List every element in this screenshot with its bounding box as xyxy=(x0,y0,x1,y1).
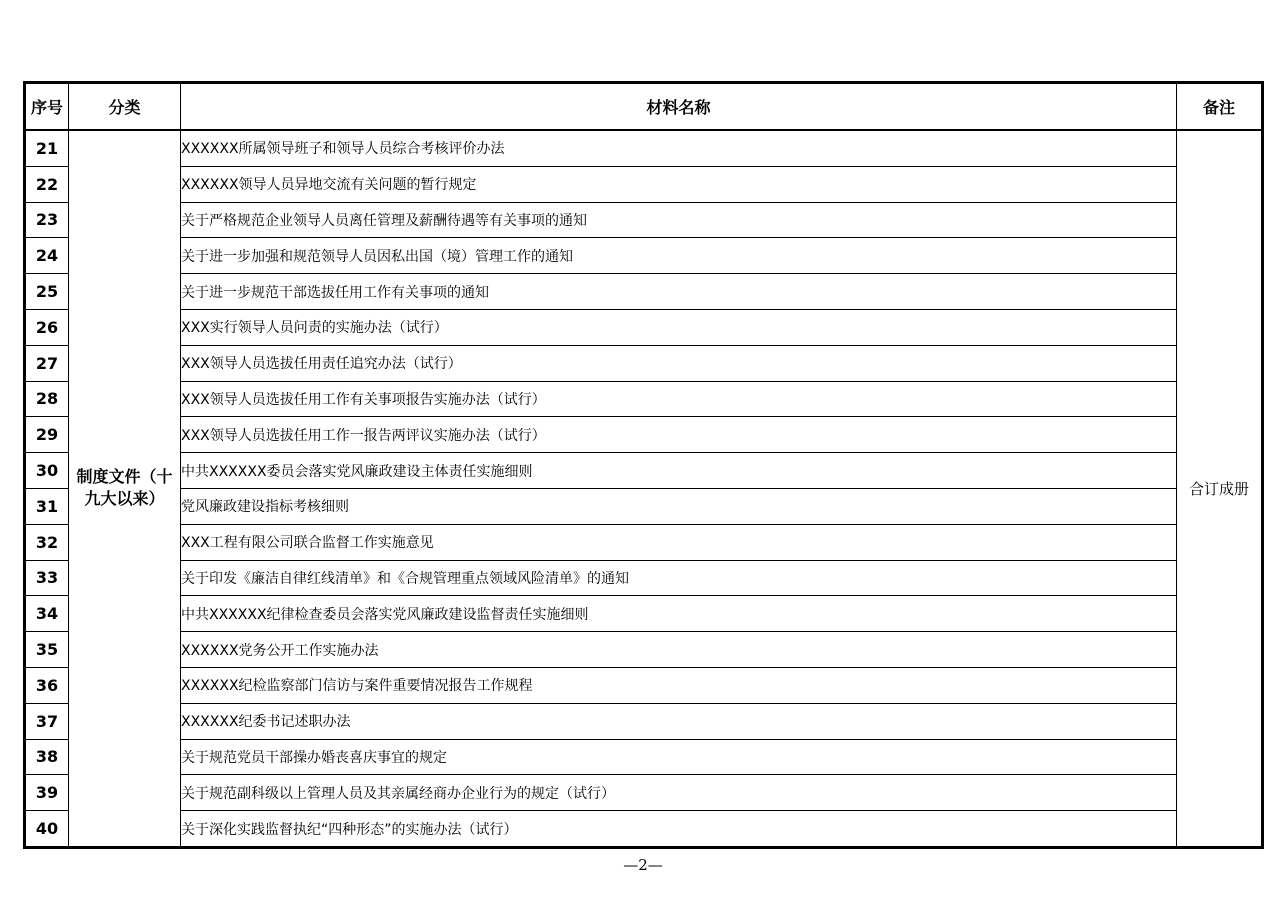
row-number: 29 xyxy=(25,417,69,453)
table-body xyxy=(25,130,1263,847)
row-number: 37 xyxy=(25,703,69,739)
header-seq: 序号 xyxy=(25,83,69,131)
material-name: XXX领导人员选拔任用工作有关事项报告实施办法（试行） xyxy=(181,381,1177,417)
material-name: XXX实行领导人员问责的实施办法（试行） xyxy=(181,309,1177,345)
row-number: 31 xyxy=(25,488,69,524)
row-number: 34 xyxy=(25,596,69,632)
material-name: XXXXXX所属领导班子和领导人员综合考核评价办法 xyxy=(181,130,1177,166)
material-name: 关于进一步加强和规范领导人员因私出国（境）管理工作的通知 xyxy=(181,238,1177,274)
row-number: 33 xyxy=(25,560,69,596)
table-row xyxy=(25,632,1263,668)
table-row xyxy=(25,130,1263,166)
material-name: XXX领导人员选拔任用责任追究办法（试行） xyxy=(181,345,1177,381)
material-name: XXX领导人员选拔任用工作一报告两评议实施办法（试行） xyxy=(181,417,1177,453)
table-row xyxy=(25,238,1263,274)
table-row xyxy=(25,667,1263,703)
row-number: 38 xyxy=(25,739,69,775)
category-label: 制度文件（十九大以来） xyxy=(76,467,173,509)
header-note: 备注 xyxy=(1177,83,1263,131)
table-row xyxy=(25,202,1263,238)
row-number: 25 xyxy=(25,274,69,310)
row-number: 39 xyxy=(25,775,69,811)
row-number: 40 xyxy=(25,811,69,848)
materials-table xyxy=(23,81,1264,849)
category-cell xyxy=(69,130,181,847)
document-table-wrapper xyxy=(23,81,1264,849)
table-row xyxy=(25,453,1263,489)
material-name: 党风廉政建设指标考核细则 xyxy=(181,488,1177,524)
table-row xyxy=(25,309,1263,345)
row-number: 30 xyxy=(25,453,69,489)
material-name: XXXXXX党务公开工作实施办法 xyxy=(181,632,1177,668)
row-number: 28 xyxy=(25,381,69,417)
header-name: 材料名称 xyxy=(181,83,1177,131)
material-name: 关于印发《廉洁自律红线清单》和《合规管理重点领域风险清单》的通知 xyxy=(181,560,1177,596)
page-number: —2— xyxy=(623,856,663,874)
material-name: XXXXXX领导人员异地交流有关问题的暂行规定 xyxy=(181,166,1177,202)
material-name: XXXXXX纪委书记述职办法 xyxy=(181,703,1177,739)
table-row xyxy=(25,524,1263,560)
material-name: 中共XXXXXX委员会落实党风廉政建设主体责任实施细则 xyxy=(181,453,1177,489)
table-row xyxy=(25,775,1263,811)
row-number: 24 xyxy=(25,238,69,274)
header-row xyxy=(25,83,1263,131)
material-name: XXXXXX纪检监察部门信访与案件重要情况报告工作规程 xyxy=(181,667,1177,703)
row-number: 35 xyxy=(25,632,69,668)
table-row xyxy=(25,703,1263,739)
header-category: 分类 xyxy=(69,83,181,131)
row-number: 22 xyxy=(25,166,69,202)
table-row xyxy=(25,739,1263,775)
table-row xyxy=(25,381,1263,417)
row-number: 26 xyxy=(25,309,69,345)
material-name: XXX工程有限公司联合监督工作实施意见 xyxy=(181,524,1177,560)
table-row xyxy=(25,417,1263,453)
row-number: 27 xyxy=(25,345,69,381)
table-row xyxy=(25,596,1263,632)
table-row xyxy=(25,274,1263,310)
material-name: 关于规范副科级以上管理人员及其亲属经商办企业行为的规定（试行） xyxy=(181,775,1177,811)
material-name: 关于严格规范企业领导人员离任管理及薪酬待遇等有关事项的通知 xyxy=(181,202,1177,238)
table-row xyxy=(25,560,1263,596)
row-number: 36 xyxy=(25,667,69,703)
table-row xyxy=(25,811,1263,848)
row-number: 23 xyxy=(25,202,69,238)
row-number: 21 xyxy=(25,130,69,166)
row-number: 32 xyxy=(25,524,69,560)
note-cell: 合订成册 xyxy=(1177,130,1263,847)
material-name: 关于进一步规范干部选拔任用工作有关事项的通知 xyxy=(181,274,1177,310)
material-name: 关于规范党员干部操办婚丧喜庆事宜的规定 xyxy=(181,739,1177,775)
material-name: 中共XXXXXX纪律检查委员会落实党风廉政建设监督责任实施细则 xyxy=(181,596,1177,632)
table-row xyxy=(25,488,1263,524)
material-name: 关于深化实践监督执纪“四种形态”的实施办法（试行） xyxy=(181,811,1177,848)
table-row xyxy=(25,345,1263,381)
table-row xyxy=(25,166,1263,202)
